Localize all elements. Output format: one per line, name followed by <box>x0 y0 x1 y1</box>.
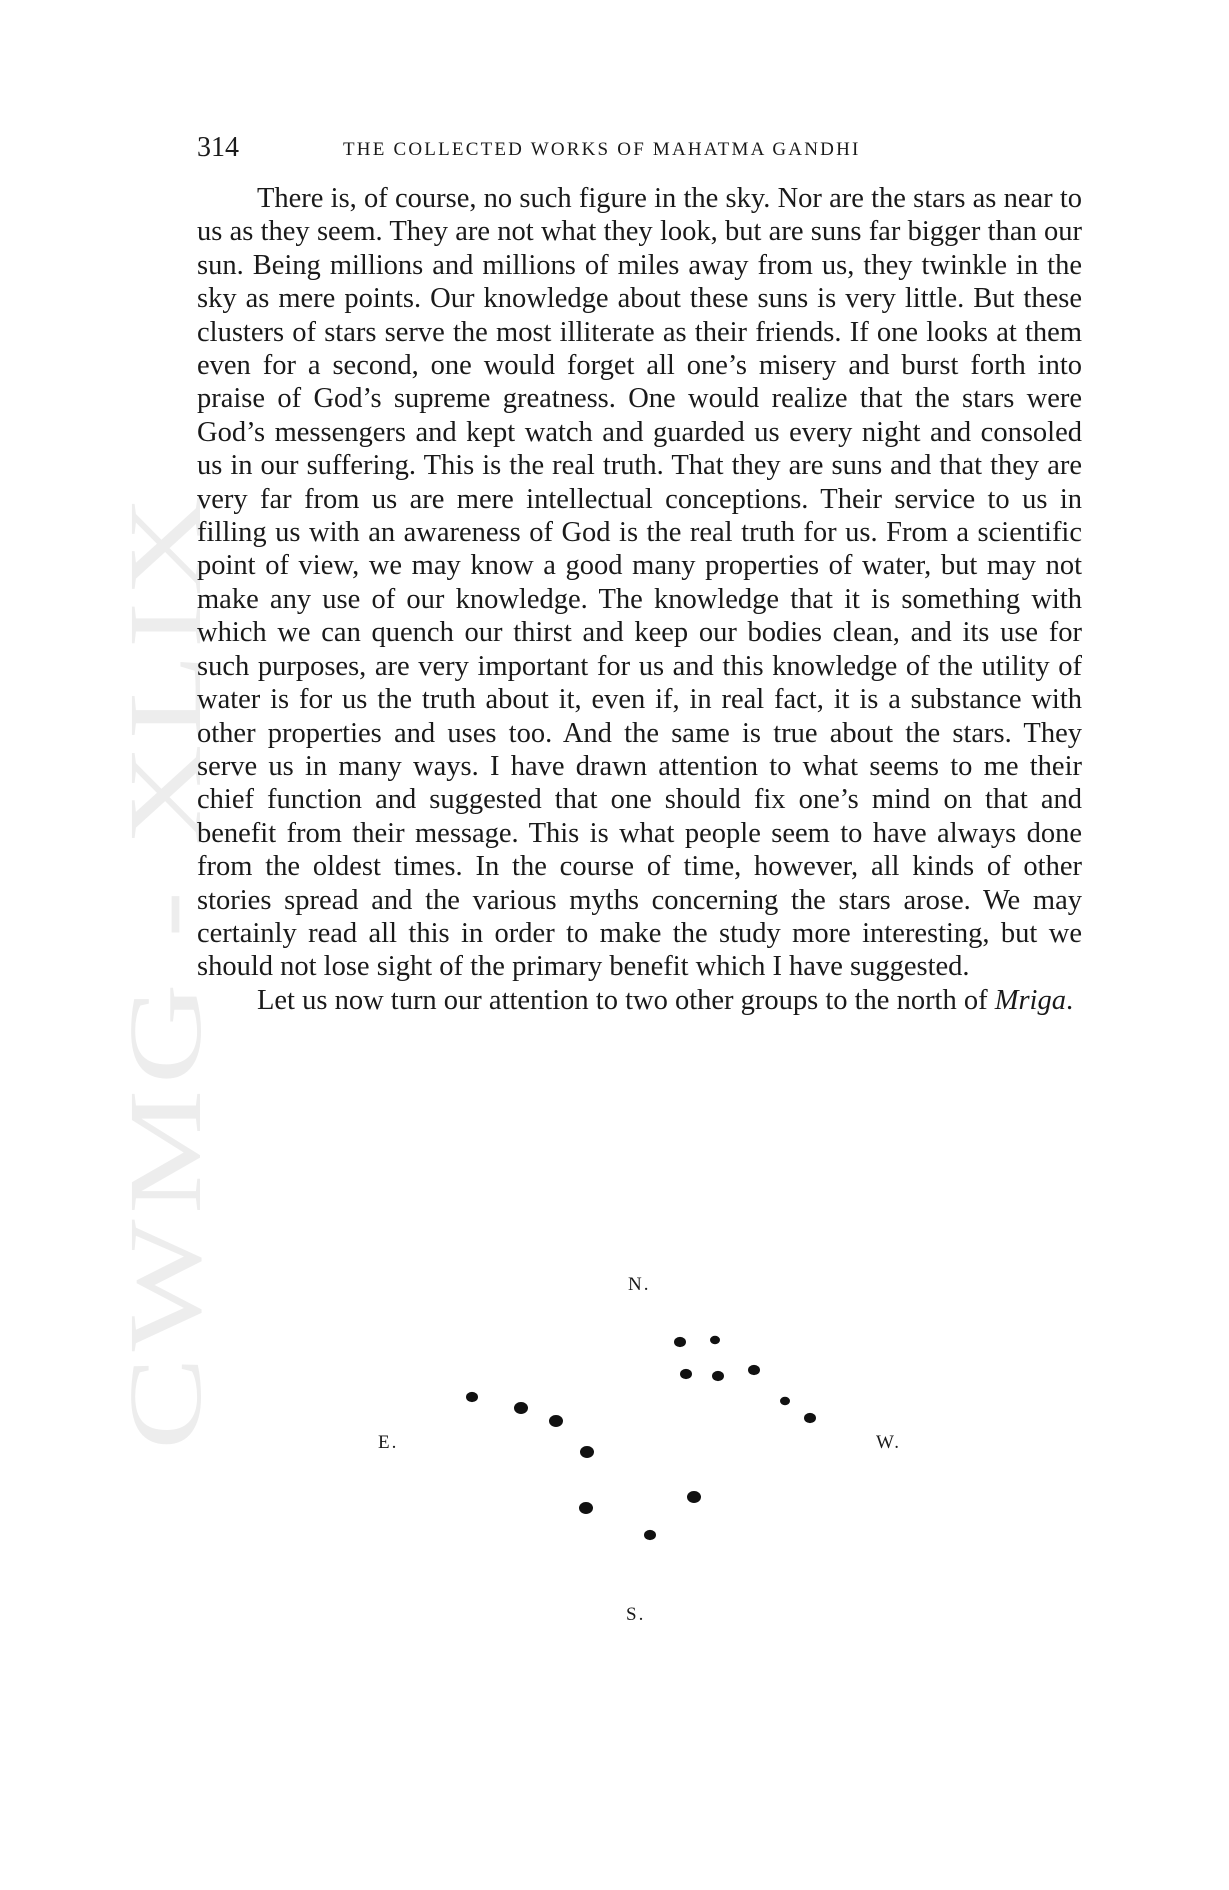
star-dot-14 <box>644 1530 656 1540</box>
paragraph-stars-truth: There is, of course, no such figure in the sky. Nor are the stars as near to us as they seem. They are not what they look, but are suns far bigger than our sun. Being millions and millions of miles away from us, they twinkle in the sky as mere points. Our knowledge about these suns is very little. But these clusters of stars serve the most illiterate as their friends. If one looks at them even for a second, one would forget all one’s misery and burst forth into praise of God’s supreme greatness. One would realize that the stars were God’s messengers and kept watch and guarded us every night and consoled us in our suffering. This is the real truth. That they are suns and that they are very far from us are mere intellectual conceptions. Their service to us in filling us with an awareness of God is the real truth for us. From a scientific point of view, we may know a good many properties of water, but may not make any use of our knowledge. The knowledge that it is something with which we can quench our thirst and keep our bodies clean, and its use for such purposes, are very important for us and this knowledge of the utility of water is for us the truth about it, even if, in real fact, it is a substance with other properties and uses too. And the same is true about the stars. They serve us in many ways. I have drawn attention to what seems to me their chief function and suggested that one should fix one’s mind on that and benefit from their message. This is what people seem to have always done from the oldest times. In the course of time, however, all kinds of other stories spread and the various myths concerning the stars arose. We may certainly read all this in order to make the study more interesting, but we should not lose sight of the primary benefit which I have suggested. <box>197 183 1082 983</box>
mriga-italic: Mriga <box>994 984 1066 1016</box>
paragraph-text-after: . <box>1065 984 1074 1016</box>
star-dot-3 <box>680 1369 692 1379</box>
east-label: E. <box>378 1432 399 1453</box>
paragraph-text-before: Let us now turn our attention to two other groups to the north of <box>257 984 995 1016</box>
star-dot-4 <box>712 1371 724 1381</box>
star-dot-8 <box>466 1392 478 1402</box>
north-label: N. <box>628 1274 651 1295</box>
star-dot-13 <box>687 1491 701 1503</box>
watermark-text: CWMG - XLIX <box>108 735 223 1450</box>
page-header <box>197 128 1082 168</box>
page-number: 314 <box>197 132 239 163</box>
star-dot-7 <box>804 1413 816 1423</box>
star-dot-12 <box>579 1502 593 1514</box>
west-label: W. <box>876 1432 901 1453</box>
star-dot-6 <box>780 1397 790 1406</box>
star-dot-2 <box>710 1336 720 1345</box>
star-map <box>0 1250 1229 1650</box>
running-head: THE COLLECTED WORKS OF MAHATMA GANDHI <box>343 139 861 160</box>
star-dot-9 <box>514 1402 528 1414</box>
star-dots <box>466 1336 816 1540</box>
star-dot-10 <box>549 1415 563 1427</box>
paragraph-turn-attention <box>197 984 1082 1017</box>
star-dot-1 <box>674 1337 686 1347</box>
south-label: S. <box>626 1604 646 1625</box>
body-text <box>197 182 1082 1017</box>
star-dot-5 <box>748 1365 760 1375</box>
star-dot-11 <box>580 1446 594 1458</box>
